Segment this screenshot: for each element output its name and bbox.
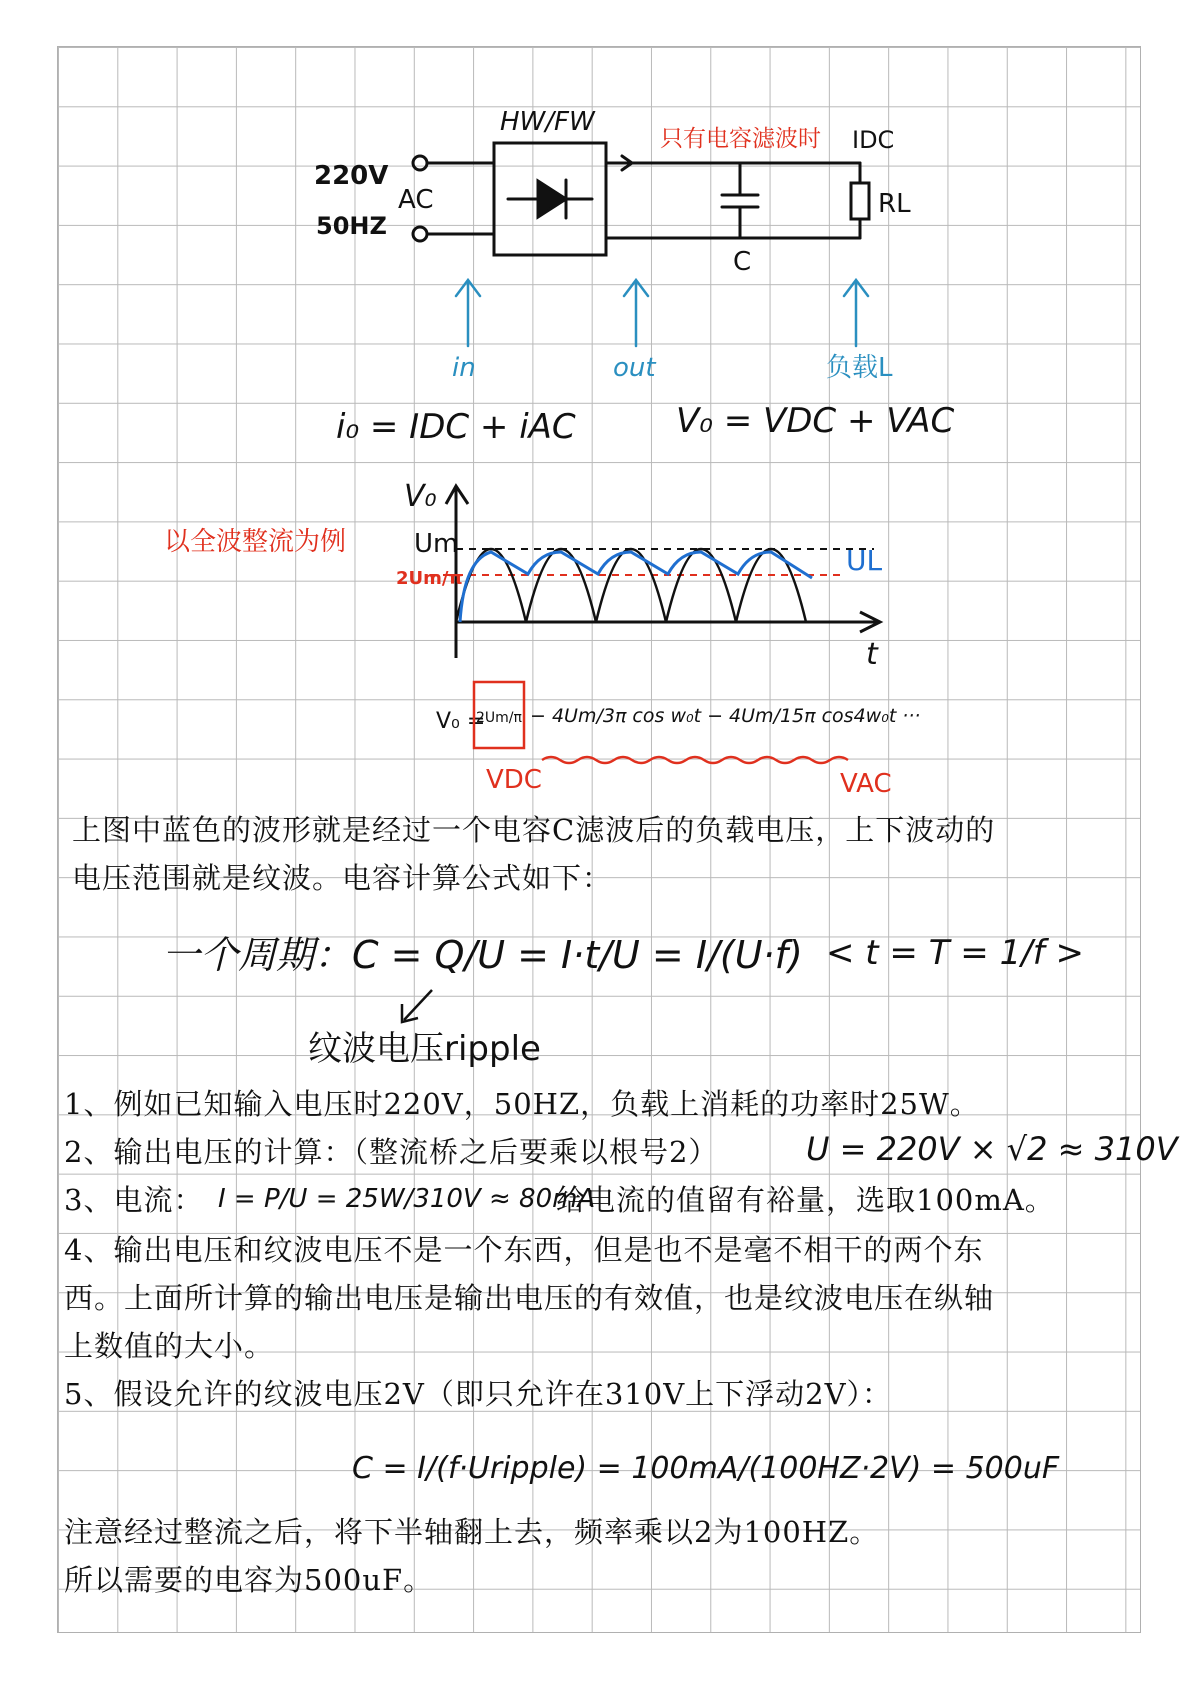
filtered-wave [460, 552, 812, 622]
paragraph-1-line-2: 电压范围就是纹波。电容计算公式如下： [72, 861, 613, 895]
note-1: 注意经过整流之后，将下半轴翻上去，频率乘以2为100HZ。 [64, 1515, 880, 1549]
avg-label: 2Um/π [396, 568, 463, 589]
peak-label: Um [414, 529, 459, 559]
dc-term: 2Um/π [476, 710, 522, 726]
source-voltage: 220V [314, 161, 389, 191]
input-terminal-bottom [413, 227, 427, 241]
arrow-in-label: in [452, 353, 476, 383]
diode-icon [538, 181, 566, 217]
load-resistor [851, 183, 869, 219]
voltage-equation: V₀ = VDC + VAC [676, 401, 955, 441]
item-3-text: 给电流的值留有裕量，选取100mA。 [556, 1183, 1055, 1217]
source-freq: 50HZ [316, 212, 387, 240]
item-5: 5、假设允许的纹波电压2V（即只允许在310V上下浮动2V）： [64, 1377, 893, 1411]
capacitor-label: C [733, 247, 752, 277]
ac-label: AC [398, 185, 434, 215]
note-2: 所以需要的电容为500uF。 [64, 1563, 434, 1597]
box-label: HW/FW [500, 107, 595, 137]
waveform-plot [164, 479, 882, 672]
x-axis-label: t [866, 637, 878, 672]
arrow-load-label: 负载L [826, 353, 893, 383]
idc-label: IDC [852, 126, 895, 154]
capacitor-formula [162, 933, 1084, 1069]
load-voltage-label: UL [846, 544, 883, 577]
item-4-line-2: 西。上面所计算的输出电压是输出电压的有效值，也是纹波电压在纵轴 [64, 1281, 995, 1315]
item-2: 2、输出电压的计算：（整流桥之后要乘以根号2） [64, 1135, 719, 1169]
item-1: 1、例如已知输入电压时220V，50HZ，负载上消耗的功率时25W。 [64, 1087, 980, 1121]
vac-label: VAC [840, 769, 892, 799]
ac-terms: − 4Um/3π cos w₀t − 4Um/15π cos4w₀t ··· [530, 705, 921, 727]
paragraph-1-line-1: 上图中蓝色的波形就是经过一个电容C滤波后的负载电压，上下波动的 [72, 813, 996, 847]
measurement-arrows [452, 280, 893, 383]
ripple-note: 纹波电压ripple [308, 1029, 541, 1069]
current-equation: i₀ = IDC + iAC [336, 407, 576, 447]
formula-one-period: 一个周期：C = Q/U = I·t/U = I/(U·f) [162, 933, 803, 977]
vdc-label: VDC [486, 765, 542, 795]
input-terminal-top [413, 156, 427, 170]
item3-handwritten: I = P/U = 25W/310V ≈ 80mA [218, 1184, 596, 1214]
item-3-prefix: 3、电流： [64, 1183, 204, 1217]
waveform-red-note: 以全波整流为例 [164, 527, 347, 557]
formula-capacitance: C = I/(f·Uripple) = 100mA/(100HZ·2V) = 500uF [352, 1451, 1060, 1486]
load-label: RL [878, 189, 911, 219]
rectified-wave [456, 549, 806, 622]
ac-wavy-underline [542, 757, 848, 763]
item-4-line-3: 上数值的大小。 [64, 1329, 275, 1363]
red-note-cap: 只有电容滤波时 [660, 126, 821, 152]
item-4-line-1: 4、输出电压和纹波电压不是一个东西，但是也不是毫不相干的两个东 [64, 1233, 984, 1267]
y-axis-label: V₀ [404, 479, 437, 514]
arrow-out-label: out [613, 353, 656, 383]
item2-handwritten: U = 220V × √2 ≈ 310V [806, 1130, 1178, 1168]
circuit-diagram [314, 107, 911, 277]
formula-t-note: < t = T = 1/f > [826, 933, 1084, 973]
fourier-lhs: V₀ = [436, 709, 486, 734]
fourier-series [436, 682, 920, 799]
